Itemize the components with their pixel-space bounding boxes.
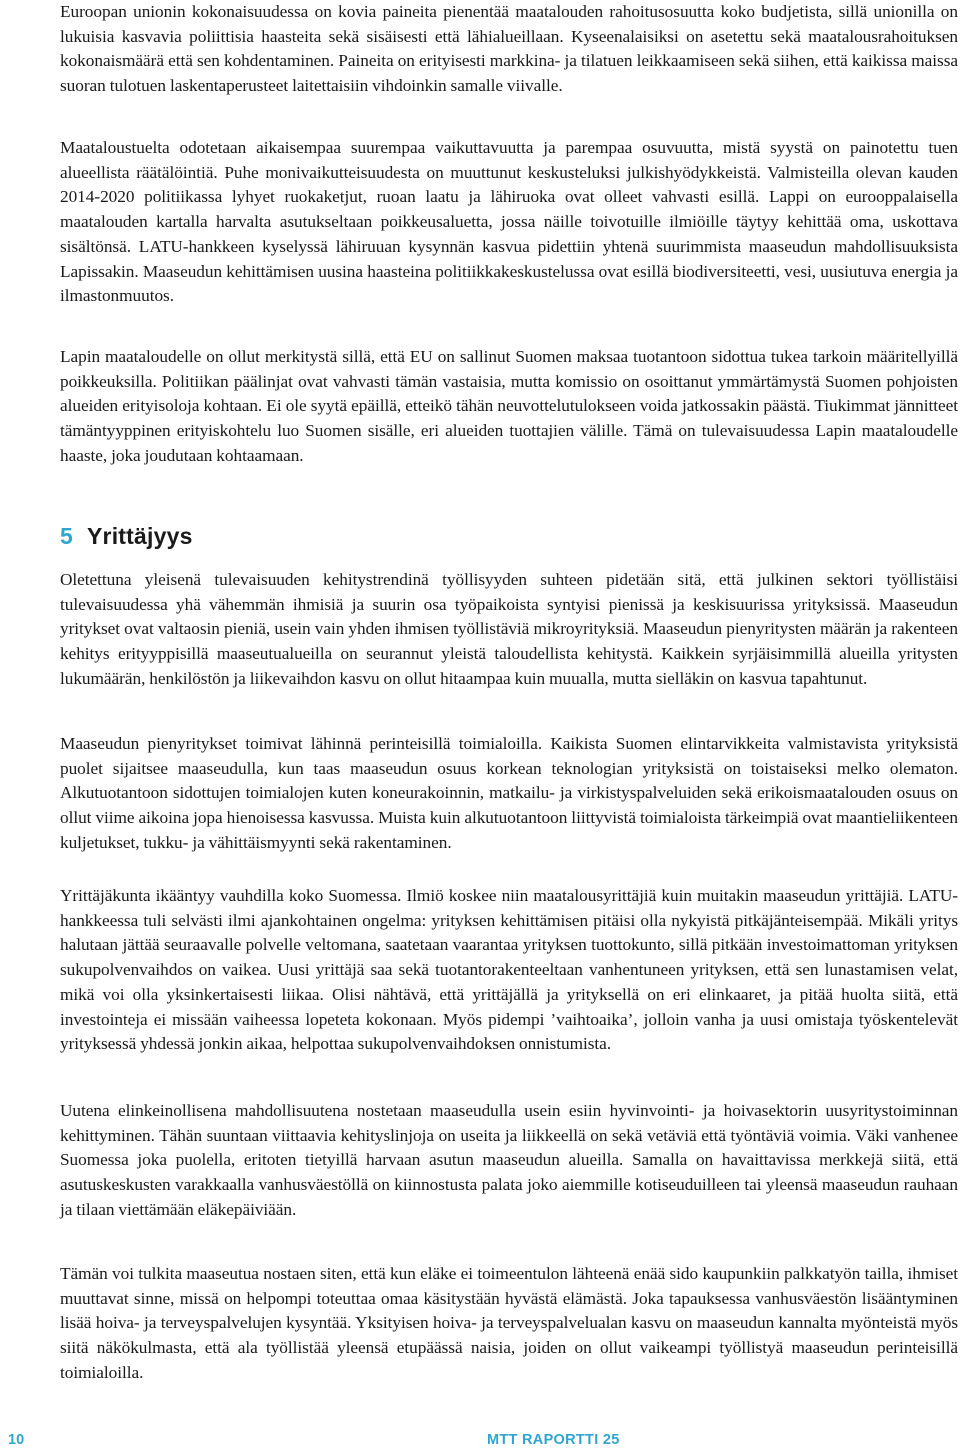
paragraph-employment-trends: Oletettuna yleisenä tulevaisuuden kehitystrendinä työllisyyden suhteen pidetään sitä, että julkinen sektori työllistäisi tulevaisuudessa yhä vähemmän ihmisiä ja suurin osa työpaikoista syntyisi pienissä ja keskisuurissa yrityksissä. Maaseudun yritykset ovat valtaosin pieniä, usein vain yhden ihmisen työllistäviä mikroyrityksiä. Maaseudun pienyritysten määrän ja rakenteen kehitys erityyppisillä maaseutualueilla on seurannut yleistä taloudellista kehitystä. Kaikkein syrjäisimmillä alueilla yritysten lukumäärän, henkilöstön ja liikevaihdon kasvu on ollut hitaampaa kuin muualla, mutta sielläkin on kasvua tapahtunut. (60, 570, 958, 688)
paragraph-eu-pressure: Euroopan unionin kokonaisuudessa on kovia paineita pienentää maatalouden rahoitusosuutta koko budjetista, sillä unionilla on lukuisia kasvavia poliittisia haasteita sekä sisäisesti että lähialueillaan. Kyseenalaisiksi on asetettu sekä maatalousrahoituksen kokonaismäärä että sen kohdentaminen. Paineita on erityisesti markkina- ja tilatuen leikkaamiseen sekä siihen, että kaikissa maissa suoran tulotuen laskentaperusteet laitettaisiin vihdoinkin samalle viivalle. (60, 2, 958, 96)
paragraph-small-businesses: Maaseudun pienyritykset toimivat lähinnä perinteisillä toimialoilla. Kaikista Suomen elintarvikkeita valmistavista yrityksistä puolet sijaitsee maaseudulla, kun taas maaseudun osuus korkean teknologian yrityksistä on toistaiseksi melko olematon. Alkutuotantoon sidottujen toimialojen kuten koneurakoinnin, matkailu- ja virkistyspalveluiden sekä erikoismaatalouden osuus on ollut viime aikoina jopa hienoisessa kasvussa. Muista kuin alkutuotantoon liittyvistä toimialoista tärkeimpiä ovat maantieliikenteen kuljetukset, tukku- ja vähittäismyynti sekä rakentaminen. (60, 734, 958, 852)
paragraph-care-sector: Uutena elinkeinollisena mahdollisuutena nostetaan maaseudulla usein esiin hyvinvointi- ja hoivasektorin uusyritystoiminnan kehittyminen. Tähän suuntaan viittaavia kehityslinjoja on useita ja liikkeellä on sekä vetäviä että työntäviä voimia. Väki vanhenee Suomessa joka puolella, eritoten tietyillä harvaan asutun maaseudun alueilla. Samalla on havaittavissa merkkejä siitä, että asutuskeskusten varakkaalla vanhusväestöllä on kiinnostusta palata joko aiemmille kotiseuduilleen tai yleensä maaseudun rauhaan ja tilaan viettämään eläkepäiviään. (60, 1101, 958, 1219)
report-name: MTT RAPORTTI 25 (487, 1432, 620, 1448)
paragraph-migration-retirees: Tämän voi tulkita maaseutua nostaen siten, että kun eläke ei toimeentulon lähteenä enää sido kaupunkiin palkkatyön tailla, ihmiset muuttavat sinne, missä on helpompi toteuttaa omaa käsitystään hyvästä elämästä. Joka tapauksessa vanhusväestön lisääntyminen lisää hoiva- ja terveyspalvelujen kysyntää. Yksityisen hoiva- ja terveyspalvelualan kasvu on maaseudun kannalta myönteistä myös siitä näkökulmasta, että ala työllistää yleensä etupäässä naisia, joiden on ollut vaikeampi työllistyä maaseudun perinteisillä toimialoilla. (60, 1264, 958, 1382)
section-number: 5 (60, 523, 73, 549)
paragraph-lapland-agriculture: Lapin maataloudelle on ollut merkitystä sillä, että EU on sallinut Suomen maksaa tuotantoon sidottua tukea tarkoin määritellyillä poikkeuksilla. Politiikan päälinjat ovat vahvasti tämän vastaisia, mutta komissio on osoittanut ymmärtämystä Suomen pohjoisten alueiden erityisoloja kohtaan. Ei ole syytä epäillä, etteikö tähän neuvottelutulokseen voida jatkossakin päästä. Tiukimmat jännitteet tämäntyyppinen erityiskohtelu luo Suomen sisälle, eri alueiden tuottajien välille. Tämä on tulevaisuudessa Lapin maataloudelle haaste, joka joudutaan kohtaamaan. (60, 347, 958, 465)
paragraph-aging-entrepreneurs: Yrittäjäkunta ikääntyy vauhdilla koko Suomessa. Ilmiö koskee niin maatalousyrittäjiä kuin muitakin maaseudun yrittäjiä. LATU-hankkeessa tuli selvästi ilmi ajankohtainen ongelma: yrityksen kehittämisen pitäisi olla nykyistä pitkäjänteisempää. Mikäli yritys halutaan jättää seuraavalle polvelle veltomana, saatetaan vaarantaa yrityksen tuottokunto, sillä pitkään investoimattoman yrityksen sukupolvenvaihdos on vaikea. Uusi yrittäjä saa sekä tuotantorakenteeltaan vanhentuneen yrityksen, että sen lunastamisen velat, mikä voi olla yksinkertaisesti liikaa. Olisi nähtävä, että yrittäjällä ja yrityksellä on eri elinkaaret, ja pitää huolta siitä, että investointeja ei missään vaiheessa lopeteta kokonaan. Myös pidempi ’vaihtoaika’, jolloin vanha ja uusi omistaja työskentelevät yrityksessä yhdessä jonkin aikaa, helpottaa sukupolvenvaihdoksen onnistumista. (60, 886, 958, 1054)
page-number: 10 (8, 1432, 25, 1448)
section-title: Yrittäjyys (87, 523, 193, 549)
paragraph-subsidy-expectations: Maataloustuelta odotetaan aikaisempaa suurempaa vaikuttavuutta ja parempaa osuvuutta, mistä syystä on painotettu tuen alueellista räätälöintiä. Puhe monivaikutteisuudesta on muuttunut keskusteluksi julkishyödykkeistä. Valmisteilla olevan kauden 2014-2020 politiikassa lyhyet ruokaketjut, ruoan laatu ja lähiruoka ovat olleet vahvasti esillä. Lappi on eurooppalaisella maatalouden kartalla harvalta asutukseltaan poikkeusaluetta, jossa näille toivotuille ilmiöille täytyy kehittää oma, uskottava sisältönsä. LATU-hankkeen kyselyssä lähiruuan kysynnän kasvua pidettiin yhtenä suurimmista maaseudun mahdollisuuksista Lapissakin. Maaseudun kehittämisen uusina haasteina politiikkakeskustelussa ovat esillä biodiversiteetti, vesi, uusiutuva energia ja ilmastonmuutos. (60, 138, 958, 306)
section-heading (60, 523, 193, 550)
page-footer (0, 1426, 960, 1451)
